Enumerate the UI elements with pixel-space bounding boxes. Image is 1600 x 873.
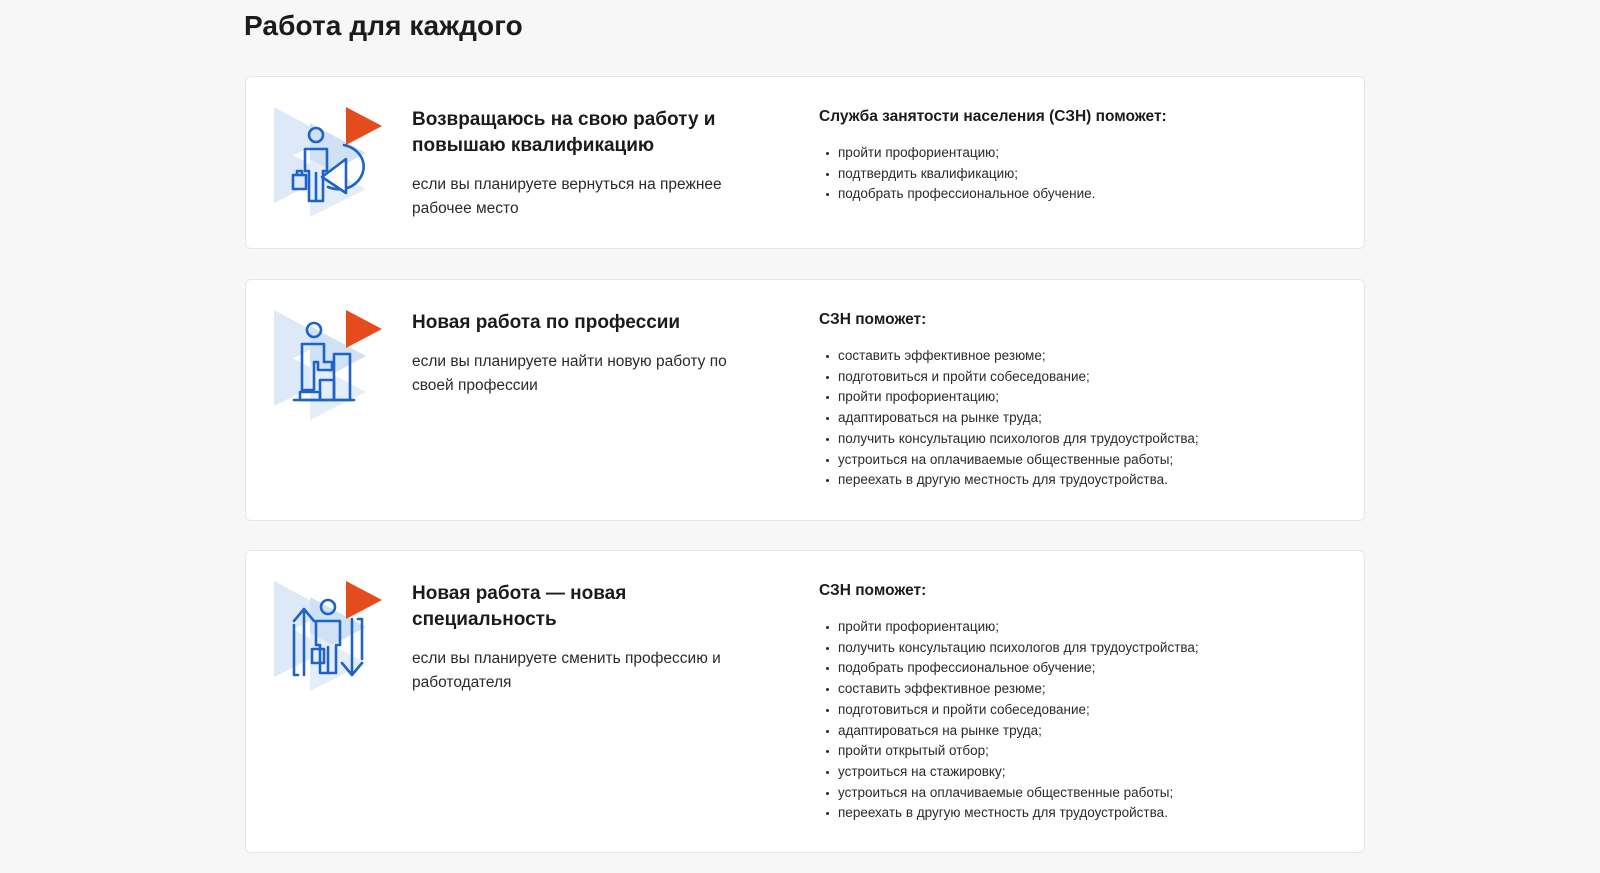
card-return-to-work	[245, 76, 1365, 249]
card-description: если вы планируете вернуться на прежнее рабочее место	[412, 176, 722, 217]
help-list	[819, 346, 1199, 491]
card-description: если вы планируете найти новую работу по своей профессии	[412, 353, 727, 394]
card-title: Новая работа по профессии	[412, 312, 681, 333]
change-profession-icon	[274, 581, 386, 691]
page-title: Работа для каждого	[244, 10, 523, 41]
list-item: подготовиться и пройти собеседование;	[819, 367, 1199, 388]
return-to-work-icon	[274, 107, 386, 217]
card-new-job-same-profession	[245, 279, 1365, 521]
list-item: пройти профориентацию;	[819, 143, 1095, 164]
card-title: Возвращаюсь на свою работу и повышаю квалификацию	[412, 109, 716, 156]
list-item: подтвердить квалификацию;	[819, 164, 1095, 185]
list-item: составить эффективное резюме;	[819, 346, 1199, 367]
help-list	[819, 143, 1095, 205]
help-heading: СЗН поможет:	[819, 582, 927, 599]
career-steps-icon	[274, 310, 386, 420]
list-item: переехать в другую местность для трудоустройства.	[819, 470, 1199, 491]
list-item: адаптироваться на рынке труда;	[819, 721, 1199, 742]
list-item: пройти профориентацию;	[819, 387, 1199, 408]
list-item: устроиться на стажировку;	[819, 762, 1199, 783]
card-description: если вы планируете сменить профессию и работодателя	[412, 650, 721, 691]
list-item: устроиться на оплачиваемые общественные работы;	[819, 783, 1199, 804]
list-item: подобрать профессиональное обучение.	[819, 184, 1095, 205]
help-heading: Служба занятости населения (СЗН) поможет:	[819, 108, 1167, 125]
list-item: переехать в другую местность для трудоустройства.	[819, 803, 1199, 824]
card-title: Новая работа — новая специальность	[412, 583, 627, 630]
help-heading: СЗН поможет:	[819, 311, 927, 328]
card-new-job-new-specialty	[245, 550, 1365, 853]
list-item: адаптироваться на рынке труда;	[819, 408, 1199, 429]
list-item: подготовиться и пройти собеседование;	[819, 700, 1199, 721]
list-item: устроиться на оплачиваемые общественные работы;	[819, 450, 1199, 471]
list-item: пройти открытый отбор;	[819, 741, 1199, 762]
help-list	[819, 617, 1199, 824]
list-item: подобрать профессиональное обучение;	[819, 658, 1199, 679]
list-item: получить консультацию психологов для трудоустройства;	[819, 638, 1199, 659]
list-item: получить консультацию психологов для трудоустройства;	[819, 429, 1199, 450]
list-item: пройти профориентацию;	[819, 617, 1199, 638]
list-item: составить эффективное резюме;	[819, 679, 1199, 700]
